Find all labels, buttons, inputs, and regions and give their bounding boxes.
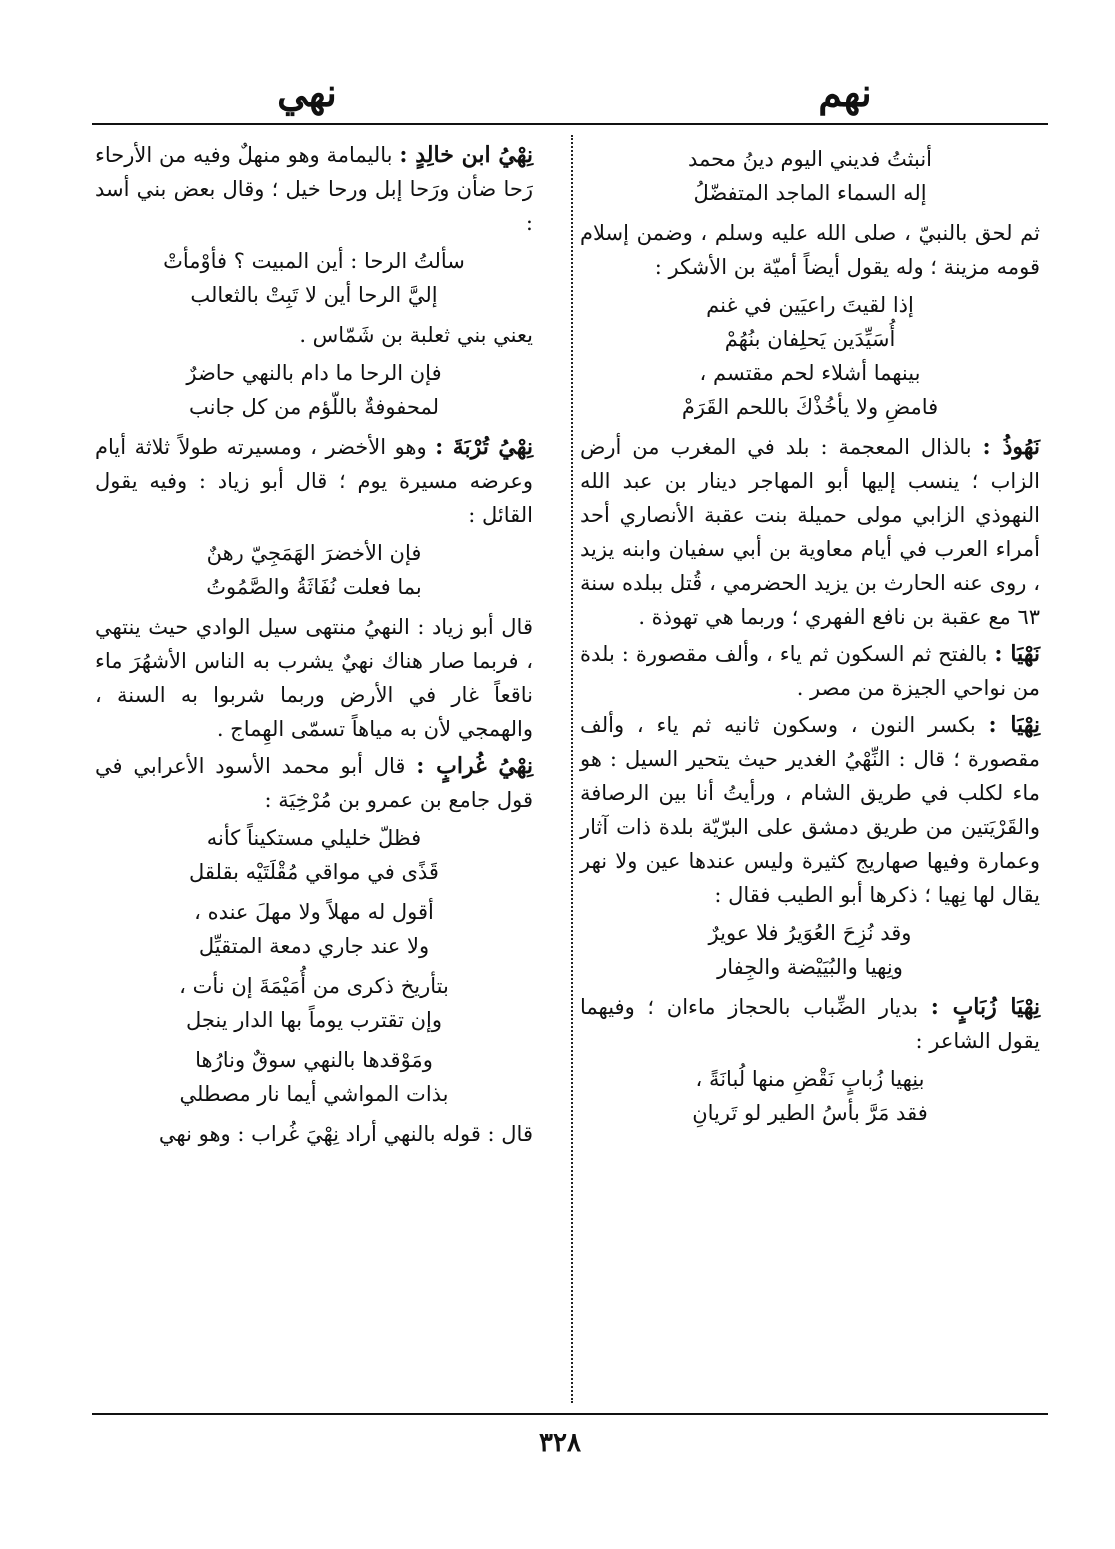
verse-line: بنِهيا زُبابٍ نَقْضِ منها لُبانَةً ،: [695, 1067, 925, 1091]
verse-line: ومَوْقدها بالنهي سوقٌ ونارُها: [195, 1048, 433, 1072]
dictionary-entry: [580, 637, 1040, 705]
entry-text: وهو الأخضر ، ومسيرته طولاً ثلاثة أيام وعرضه مسيرة يوم ؛ قال أبو زياد : وفيه يقول القائل :: [95, 435, 533, 527]
verse-block: [95, 536, 533, 604]
verse-block: [580, 288, 1040, 424]
verse-block: [95, 1043, 533, 1111]
paragraph: يعني بني ثعلبة بن شَمّاس .: [299, 323, 533, 347]
verse-line: بذات المواشي أيما نار مصطلي: [179, 1082, 449, 1106]
verse-line: فإن الرحا ما دام بالنهي حاضرٌ: [186, 361, 442, 385]
verse-line: فإن الأخضرَ الهَمَجِيّ رهنٌ: [206, 541, 422, 565]
left-column: [95, 138, 533, 1154]
entry-headword: نَهُوذُ :: [982, 434, 1040, 460]
paragraph: قال : قوله بالنهي أراد نِهْيَ غُراب : وهو نهي: [158, 1122, 533, 1146]
paragraph: ثم لحق بالنبيّ ، صلى الله عليه وسلم ، وضمن إسلام قومه مزينة ؛ وله يقول أيضاً أميّة بن الأشكر :: [580, 221, 1040, 279]
entry-text: باليمامة وهو منهلٌ وفيه من الأرحاء رَحا ضأن ورَحا إبل ورحا خيل ؛ وقال بعض بني أسد :: [95, 143, 533, 235]
dictionary-entry: [95, 749, 533, 817]
entry-headword: نِهْيُ غُرابٍ :: [416, 753, 533, 779]
verse-block: [95, 895, 533, 963]
verse-line: فامضِ ولا يأخُذْكَ باللحم القَرَمْ: [681, 395, 939, 419]
running-header-right: نهم: [818, 70, 872, 115]
entry-headword: نِهْيَا :: [988, 712, 1041, 738]
verse-line: إذا لقيتَ راعيَين في غنم: [706, 293, 914, 317]
verse-block: [95, 969, 533, 1037]
dictionary-entry: [580, 430, 1040, 634]
entry-headword: نِهْيُ تُرْبَةَ :: [435, 434, 533, 460]
verse-block: [580, 916, 1040, 984]
verse-line: أُسَيِّدَين يَحلِفان بنُهُمْ: [724, 327, 896, 351]
verse-line: بما فعلت نُفَاثَةُ والصَّمُوتُ: [206, 575, 422, 599]
verse-line: وقد نُزِحَ العُوَيرُ فلا عويرٌ: [708, 921, 912, 945]
verse-line: فظلّ خليلي مستكيناً كأنه: [206, 826, 422, 850]
verse-line: إله السماء الماجد المتفضّلُ: [693, 181, 927, 205]
verse-line: أنبثتُ فديني اليوم دينُ محمد: [688, 147, 932, 171]
verse-block: [95, 244, 533, 312]
verse-line: إليَّ الرحا أين لا تَبِتْ بالثعالب: [190, 283, 438, 307]
verse-block: [95, 356, 533, 424]
right-column: [580, 138, 1040, 1136]
bottom-rule: [92, 1413, 1048, 1415]
running-header-left: نهي: [277, 70, 337, 115]
entry-text: بالفتح ثم السكون ثم ياء ، وألف مقصورة : بلدة من نواحي الجيزة من مصر .: [580, 642, 1040, 700]
top-rule: [92, 123, 1048, 125]
verse-block: [580, 142, 1040, 210]
verse-block: [95, 821, 533, 889]
verse-line: بينهما أشلاء لحم مقتسم ،: [699, 361, 921, 385]
entry-text: قال أبو محمد الأسود الأعرابي في قول جامع بن عمرو بن مُرْخِيَة :: [95, 754, 533, 812]
verse-line: سألتُ الرحا : أين المبيت ؟ فأوْمأتْ: [163, 249, 465, 273]
dictionary-entry: [580, 708, 1040, 912]
entry-text: بديار الضِّباب بالحجاز ماءان ؛ وفيهما يقول الشاعر :: [580, 995, 1040, 1053]
verse-line: أقول له مهلاً ولا مهلَ عنده ،: [194, 900, 434, 924]
verse-line: بتأريخ ذكرى من أُمَيْمَةَ إن نأت ،: [179, 974, 449, 998]
entry-text: بكسر النون ، وسكون ثانيه ثم ياء ، وألف مقصورة ؛ قال : النِّهْيُ الغدير حيث يتحير السيل : هو ماء لكلب في طريق الشام ، ورأيتُ أنا بين الرصافة والقَرْيَتين من طريق دمشق على البرّيّة بلدة ذات آثار وعمارة وفيها صهاريج كثيرة وليس عندها عين ولا نهر يقال لها نِهيا ؛ ذكرها أبو الطيب فقال :: [580, 713, 1040, 907]
dictionary-entry: [95, 430, 533, 532]
verse-line: فقد مَرَّ بأسُ الطير لو تَريانِ: [692, 1101, 928, 1125]
verse-line: ولا عند جاري دمعة المتقيِّل: [198, 934, 430, 958]
verse-line: لمحفوفةٌ باللّؤم من كل جانب: [189, 395, 439, 419]
dictionary-entry: [95, 138, 533, 240]
verse-line: قَذًى في مواقي مُقْلَتَيْه بقلقل: [189, 860, 439, 884]
entry-text: بالذال المعجمة : بلد في المغرب من أرض الزاب ؛ ينسب إليها أبو المهاجر دينار بن عبد الله النهوذي الزابي مولى حميلة بنت عقبة الأنصاري أحد أمراء العرب في أيام معاوية بن أبي سفيان وابنه يزيد ، روى عنه الحارث بن يزيد الحضرمي ، قُتل ببلده سنة ٦٣ مع عقبة بن نافع الفهري ؛ وربما هي تهوذة .: [580, 435, 1040, 629]
dictionary-entry: [580, 990, 1040, 1058]
paragraph: قال أبو زياد : النهيُ منتهى سيل الوادي حيث ينتهي ، فربما صار هناك نهيٌ يشرب به الناس الأشهُرَ ماء ناقعاً غار في الأرض وربما شربوا به السنة ، والهمجي لأن به مياهاً تسمّى الهِماج .: [95, 615, 533, 741]
entry-headword: نِهْيَا زُبَابٍ :: [930, 994, 1040, 1020]
entry-headword: نِهْيُ ابن خالِدٍ :: [399, 142, 533, 168]
verse-line: وإن تقترب يوماً بها الدار ينجل: [185, 1008, 443, 1032]
verse-block: [580, 1062, 1040, 1130]
verse-line: ونِهيا والبُيَيْضة والجِفار: [717, 955, 903, 979]
column-divider: [571, 135, 573, 1403]
page-number: ٣٢٨: [539, 1428, 581, 1458]
entry-headword: نَهْيَا :: [994, 641, 1040, 667]
